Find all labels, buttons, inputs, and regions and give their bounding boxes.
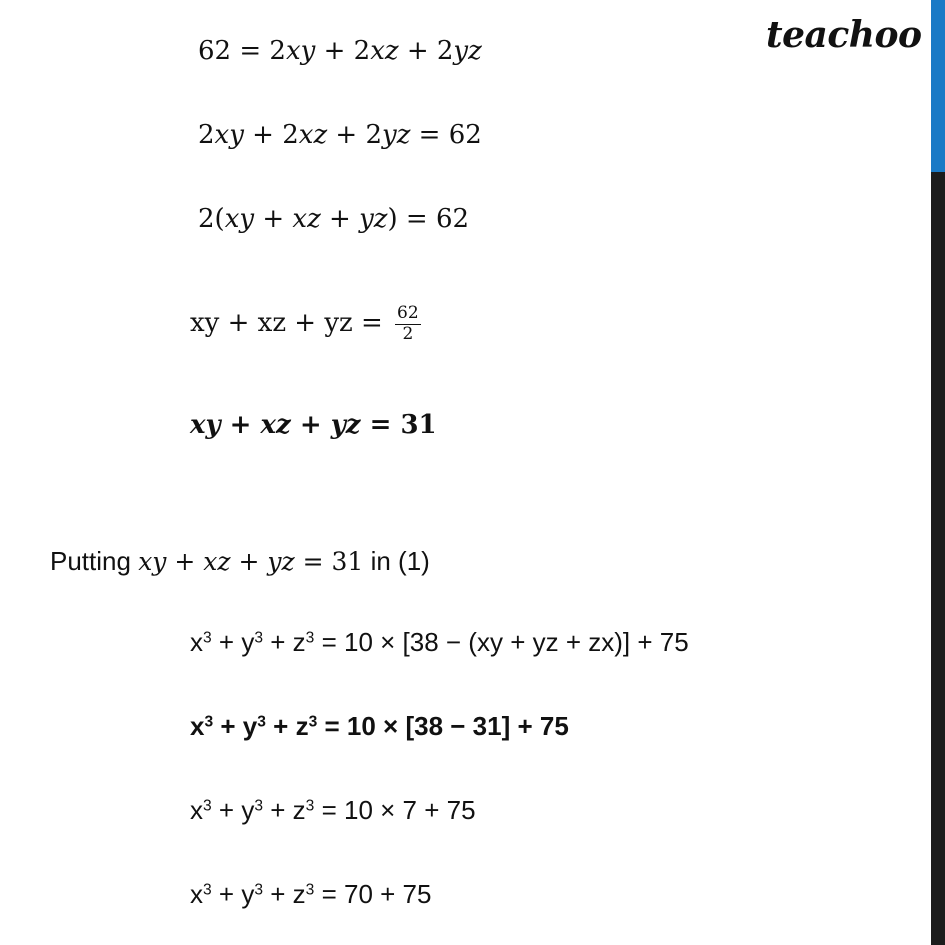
- step-2-rhs: = 10 × [38 − 31] + 75: [324, 711, 569, 741]
- equation-line-1: 62 = 2xy + 2xz + 2yz: [198, 36, 482, 66]
- cube-sum-step-3: [190, 795, 476, 826]
- cube-sum-step-1: [190, 627, 689, 658]
- fraction: [395, 304, 421, 344]
- cube-sum-lhs: $x^3 + y^3 + z^3$: [190, 879, 315, 909]
- equation-line-4: [190, 304, 421, 344]
- step-1-rhs: = 10 × [38 − (xy + yz + zx)] + 75: [321, 627, 689, 657]
- equation-line-3: 2(xy + xz + yz) = 62: [198, 204, 470, 234]
- exponent: 3: [305, 629, 315, 647]
- cube-sum-lhs: $x^3 + y^3 + z^3$: [190, 627, 315, 657]
- exponent: 3: [257, 713, 266, 731]
- fraction-numerator: 62: [397, 303, 419, 323]
- exponent: 3: [203, 881, 212, 899]
- fraction-denominator: 2: [402, 323, 414, 344]
- putting-expression: xy + xz + yz = 31: [138, 547, 364, 576]
- equation-line-2: 2xy + 2xz + 2yz = 62: [198, 120, 482, 150]
- exponent: 3: [203, 797, 212, 815]
- cube-sum-lhs: $x^3 + y^3 + z^3$: [190, 795, 315, 825]
- putting-line: [50, 546, 430, 577]
- exponent: 3: [305, 797, 315, 815]
- exponent: 3: [254, 881, 264, 899]
- exponent: 3: [308, 713, 318, 731]
- step-3-rhs: = 10 × 7 + 75: [321, 795, 476, 825]
- equation-4-lhs: xy + xz + yz =: [190, 308, 383, 339]
- right-edge-accent: [931, 0, 945, 172]
- exponent: 3: [203, 629, 212, 647]
- teachoo-logo: teachoo: [766, 14, 922, 56]
- step-4-rhs: = 70 + 75: [321, 879, 432, 909]
- exponent: 3: [254, 629, 264, 647]
- exponent: 3: [204, 713, 214, 731]
- exponent: 3: [254, 797, 264, 815]
- putting-suffix: in (1): [370, 546, 430, 576]
- cube-sum-lhs: $x^3 + y^3 + z^3$: [190, 711, 318, 741]
- exponent: 3: [305, 881, 315, 899]
- cube-sum-step-4: [190, 879, 431, 910]
- putting-prefix: Putting: [50, 546, 131, 576]
- cube-sum-step-2: [190, 711, 569, 742]
- equation-line-5-result: xy + xz + yz = 31: [190, 410, 437, 440]
